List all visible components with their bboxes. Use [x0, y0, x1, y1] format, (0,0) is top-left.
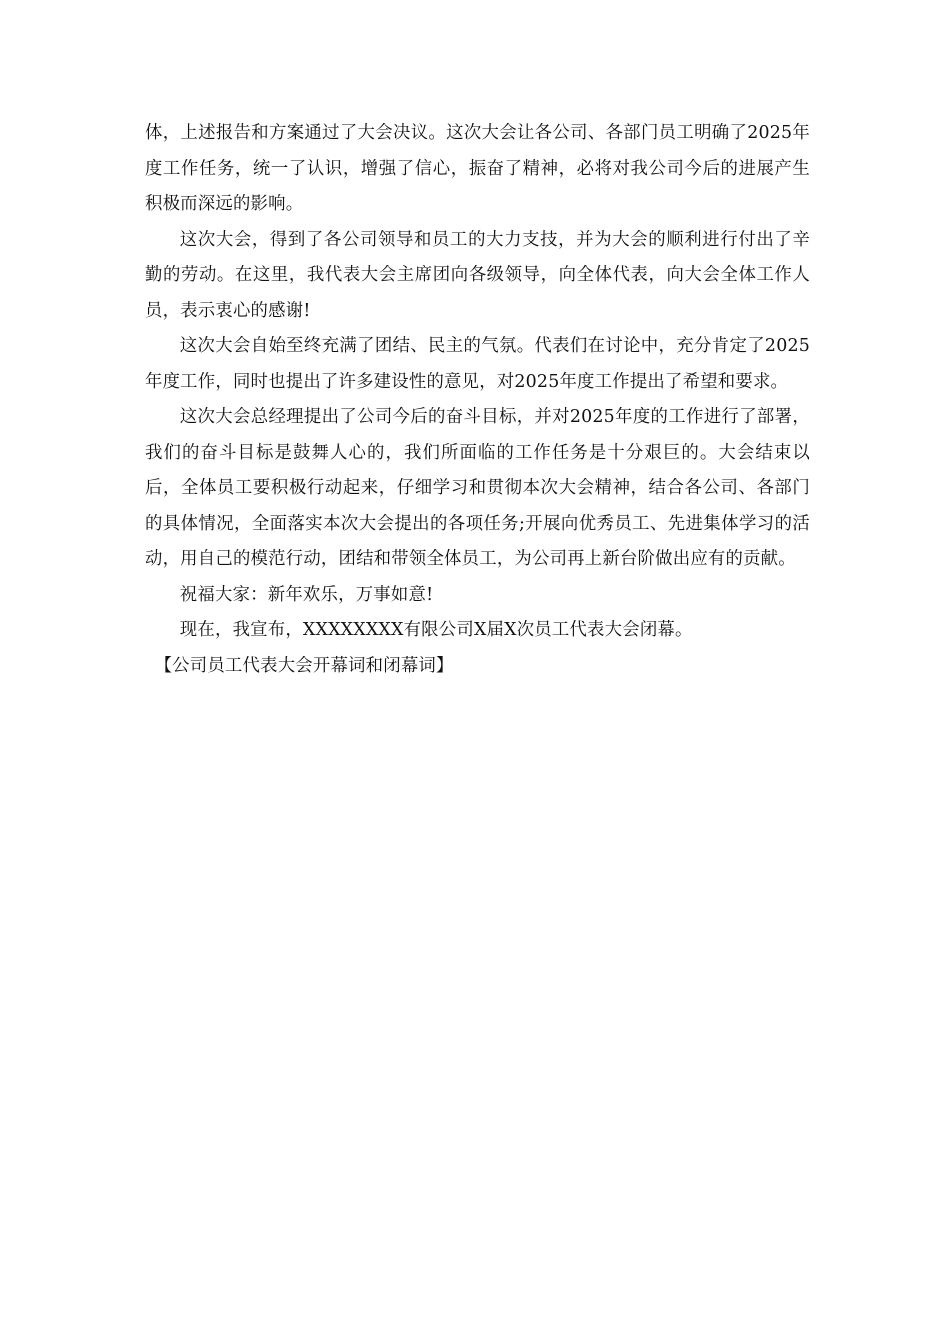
paragraph-6: 现在，我宣布，XXXXXXXX有限公司X届X次员工代表大会闭幕。	[179, 620, 693, 640]
document-body	[145, 116, 810, 684]
paragraph-3: 这次大会自始至终充满了团结、民主的气氛。代表们在讨论中，充分肯定了2025年度工作，同时也提出了许多建设性的意见，对2025年度工作提出了希望和要求。	[145, 336, 810, 392]
paragraph-2: 这次大会，得到了各公司领导和员工的大力支技，并为大会的顺利进行付出了辛勤的劳动。在这里，我代表大会主席团向各级领导，向全体代表，向大会全体工作人员，表示衷心的感谢!	[145, 229, 810, 321]
paragraph-4: 这次大会总经理提出了公司今后的奋斗目标，并对2025年度的工作进行了部署，我们的奋斗目标是鼓舞人心的，我们所面临的工作任务是十分艰巨的。大会结束以后，全体员工要积极行动起来，仔细学习和贯彻本次大会精神，结合各公司、各部门的具体情况，全面落实本次大会提出的各项任务;开展向优秀员工、先进集体学习的活动，用自己的模范行动，团结和带领全体员工，为公司再上新台阶做出应有的贡献。	[145, 407, 810, 569]
paragraph-1: 体，上述报告和方案通过了大会决议。这次大会让各公司、各部门员工明确了2025年度工作任务，统一了认识，增强了信心，振奋了精神，必将对我公司今后的进展产生积极而深远的影响。	[145, 123, 810, 214]
paragraph-5: 祝福大家：新年欢乐，万事如意!	[179, 584, 434, 605]
document-footer-title: 【公司员工代表大会开幕词和闭幕词】	[154, 655, 454, 676]
